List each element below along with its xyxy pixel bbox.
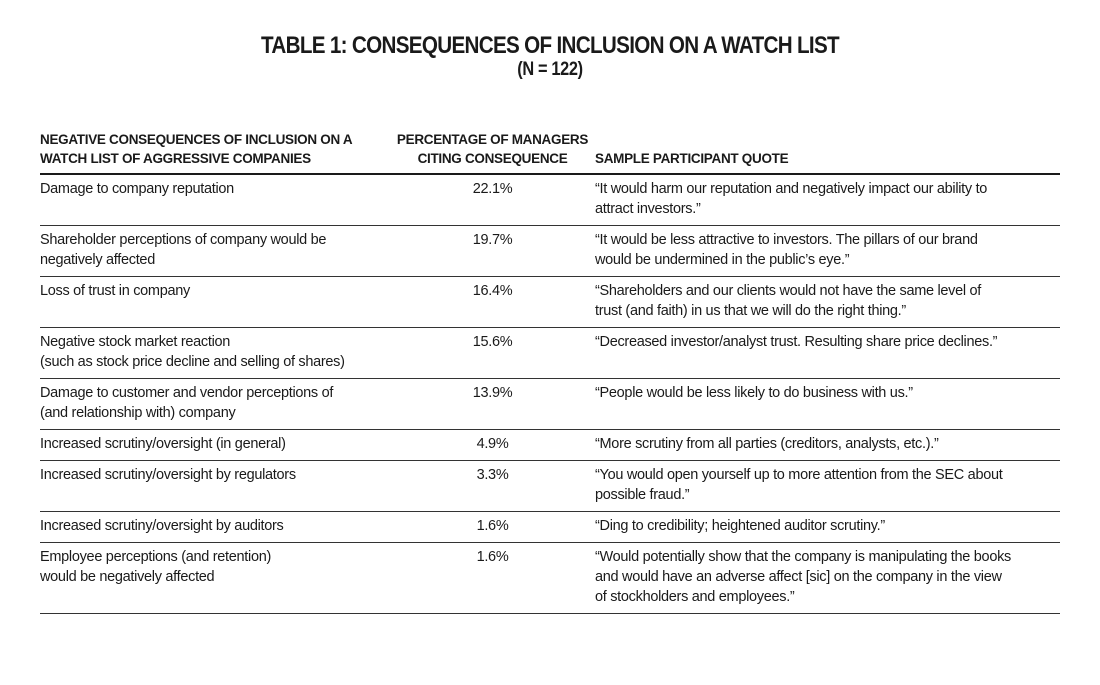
consequence-text: Increased scrutiny/oversight by auditors bbox=[40, 518, 284, 534]
table-title: TABLE 1: CONSEQUENCES OF INCLUSION ON A WATCH LIST bbox=[261, 32, 839, 59]
consequence-cell bbox=[40, 379, 390, 430]
header-quote-line: SAMPLE PARTICIPANT QUOTE bbox=[595, 151, 789, 166]
percentage-cell: 19.7% bbox=[390, 226, 595, 277]
quote-cell bbox=[595, 328, 1060, 379]
consequence-text: Negative stock market reaction bbox=[40, 334, 231, 350]
quote-text: would be undermined in the public’s eye.” bbox=[595, 252, 850, 268]
percentage-cell: 1.6% bbox=[390, 543, 595, 614]
consequence-text: would be negatively affected bbox=[40, 569, 215, 585]
quote-text: possible fraud.” bbox=[595, 487, 690, 503]
consequence-text: (such as stock price decline and selling of shares) bbox=[40, 354, 345, 370]
consequence-cell bbox=[40, 512, 390, 543]
table-row bbox=[40, 543, 1060, 614]
consequence-text: negatively affected bbox=[40, 252, 155, 268]
table-row bbox=[40, 512, 1060, 543]
table-row bbox=[40, 461, 1060, 512]
table-subtitle: (N = 122) bbox=[517, 59, 583, 80]
consequence-cell bbox=[40, 461, 390, 512]
consequence-text: (and relationship with) company bbox=[40, 405, 236, 421]
consequence-cell bbox=[40, 226, 390, 277]
percentage-cell: 4.9% bbox=[390, 430, 595, 461]
percentage-cell: 16.4% bbox=[390, 277, 595, 328]
header-quote bbox=[595, 130, 1060, 174]
percentage-cell: 1.6% bbox=[390, 512, 595, 543]
quote-cell bbox=[595, 277, 1060, 328]
header-consequence-line: NEGATIVE CONSEQUENCES OF INCLUSION ON A bbox=[40, 132, 353, 147]
consequence-text: Shareholder perceptions of company would be bbox=[40, 232, 327, 248]
consequence-text: Damage to company reputation bbox=[40, 181, 234, 197]
table-body bbox=[40, 174, 1060, 614]
quote-cell bbox=[595, 379, 1060, 430]
table-row bbox=[40, 328, 1060, 379]
quote-text: “Would potentially show that the company is manipulating the books bbox=[595, 549, 1011, 565]
quote-text: trust (and faith) in us that we will do the right thing.” bbox=[595, 303, 906, 319]
quote-text: “Decreased investor/analyst trust. Resulting share price declines.” bbox=[595, 334, 998, 350]
quote-cell bbox=[595, 461, 1060, 512]
table-row bbox=[40, 174, 1060, 226]
percentage-cell: 22.1% bbox=[390, 174, 595, 226]
consequence-text: Increased scrutiny/oversight by regulators bbox=[40, 467, 296, 483]
header-consequence bbox=[40, 130, 390, 174]
percentage-cell: 15.6% bbox=[390, 328, 595, 379]
title-block bbox=[0, 32, 1100, 80]
header-row bbox=[40, 130, 1060, 174]
consequence-cell bbox=[40, 430, 390, 461]
quote-cell bbox=[595, 430, 1060, 461]
quote-cell bbox=[595, 512, 1060, 543]
quote-cell bbox=[595, 174, 1060, 226]
table-header bbox=[40, 130, 1060, 174]
consequences-table bbox=[40, 130, 1060, 614]
consequence-cell bbox=[40, 277, 390, 328]
quote-cell bbox=[595, 543, 1060, 614]
quote-text: of stockholders and employees.” bbox=[595, 589, 795, 605]
quote-text: “You would open yourself up to more attention from the SEC about bbox=[595, 467, 1003, 483]
quote-text: “People would be less likely to do business with us.” bbox=[595, 385, 913, 401]
percentage-cell: 13.9% bbox=[390, 379, 595, 430]
header-percentage-line: PERCENTAGE OF MANAGERS bbox=[396, 132, 589, 147]
quote-text: attract investors.” bbox=[595, 201, 701, 217]
header-percentage bbox=[390, 130, 595, 174]
consequence-text: Employee perceptions (and retention) bbox=[40, 549, 272, 565]
consequence-cell bbox=[40, 543, 390, 614]
consequence-text: Increased scrutiny/oversight (in general) bbox=[40, 436, 286, 452]
header-percentage-line: CITING CONSEQUENCE bbox=[417, 151, 568, 166]
table-row bbox=[40, 226, 1060, 277]
consequence-text: Loss of trust in company bbox=[40, 283, 190, 299]
consequence-text: Damage to customer and vendor perceptions of bbox=[40, 385, 334, 401]
quote-text: and would have an adverse affect [sic] on the company in the view bbox=[595, 569, 1002, 585]
table-row bbox=[40, 379, 1060, 430]
quote-text: “It would be less attractive to investors. The pillars of our brand bbox=[595, 232, 978, 248]
consequence-cell bbox=[40, 328, 390, 379]
table-row bbox=[40, 430, 1060, 461]
quote-cell bbox=[595, 226, 1060, 277]
consequence-cell bbox=[40, 174, 390, 226]
quote-text: “It would harm our reputation and negatively impact our ability to bbox=[595, 181, 988, 197]
quote-text: “More scrutiny from all parties (creditors, analysts, etc.).” bbox=[595, 436, 939, 452]
quote-text: “Shareholders and our clients would not have the same level of bbox=[595, 283, 982, 299]
quote-text: “Ding to credibility; heightened auditor scrutiny.” bbox=[595, 518, 885, 534]
header-consequence-line: WATCH LIST OF AGGRESSIVE COMPANIES bbox=[40, 151, 311, 166]
table-row bbox=[40, 277, 1060, 328]
percentage-cell: 3.3% bbox=[390, 461, 595, 512]
